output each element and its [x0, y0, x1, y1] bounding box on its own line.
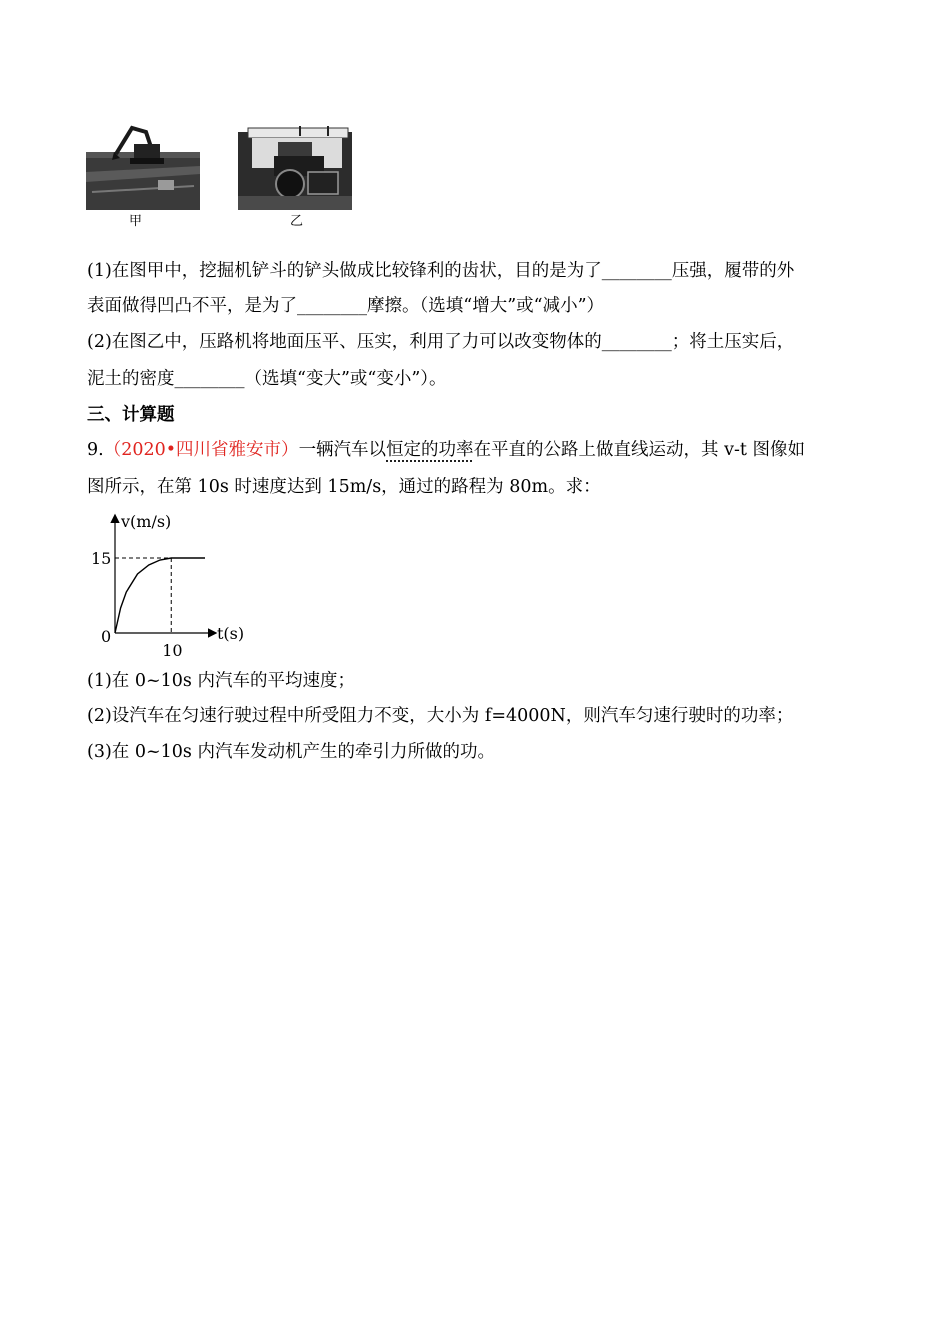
q9-source: （2020•四川省雅安市）: [103, 440, 299, 460]
q9-emphasis: 恒定的功率: [386, 440, 474, 460]
q9-text-b: 在平直的公路上做直线运动，其 v-t 图像如: [473, 440, 806, 460]
q8-part2-line1: (2)在图乙中，压路机将地面压平、压实，利用了力可以改变物体的________；将土压实后，: [87, 332, 795, 352]
road-roller-photo: [238, 122, 352, 210]
velocity-curve: [115, 558, 205, 633]
q9-sub2: (2)设汽车在匀速行驶过程中所受阻力不变，大小为 f=4000N，则汽车匀速行驶时的功率；: [87, 706, 794, 726]
x-axis-label: t(s): [217, 624, 245, 643]
q9-number: 9.: [87, 440, 104, 460]
figure-caption-jia: 甲: [129, 214, 143, 229]
origin-label: 0: [101, 627, 112, 646]
q9-sub1: (1)在 0~10s 内汽车的平均速度；: [87, 671, 355, 691]
q9-text-a: 一辆汽车以: [298, 440, 387, 460]
q9-line1: [87, 438, 805, 462]
x-tick-label: 10: [162, 641, 183, 660]
y-tick-label: 15: [91, 549, 112, 568]
vt-chart: [91, 508, 255, 663]
y-axis-label: v(m/s): [121, 512, 172, 531]
section-title: 三、计算题: [87, 405, 175, 425]
q9-line2: 图所示，在第 10s 时速度达到 15m/s，通过的路程为 80m。求：: [87, 477, 601, 497]
q8-part2-line2: 泥土的密度________（选填“变大”或“变小”）。: [87, 369, 447, 389]
q9-sub3: (3)在 0~10s 内汽车发动机产生的牵引力所做的功。: [87, 742, 495, 762]
excavator-photo: [86, 122, 200, 210]
q8-part1-line1: (1)在图甲中，挖掘机铲斗的铲头做成比较锋利的齿状，目的是为了________压强，履带的外: [87, 261, 795, 281]
figure-caption-yi: 乙: [290, 214, 304, 229]
q8-part1-line2: 表面做得凹凸不平，是为了________摩擦。（选填“增大”或“减小”）: [87, 296, 605, 316]
